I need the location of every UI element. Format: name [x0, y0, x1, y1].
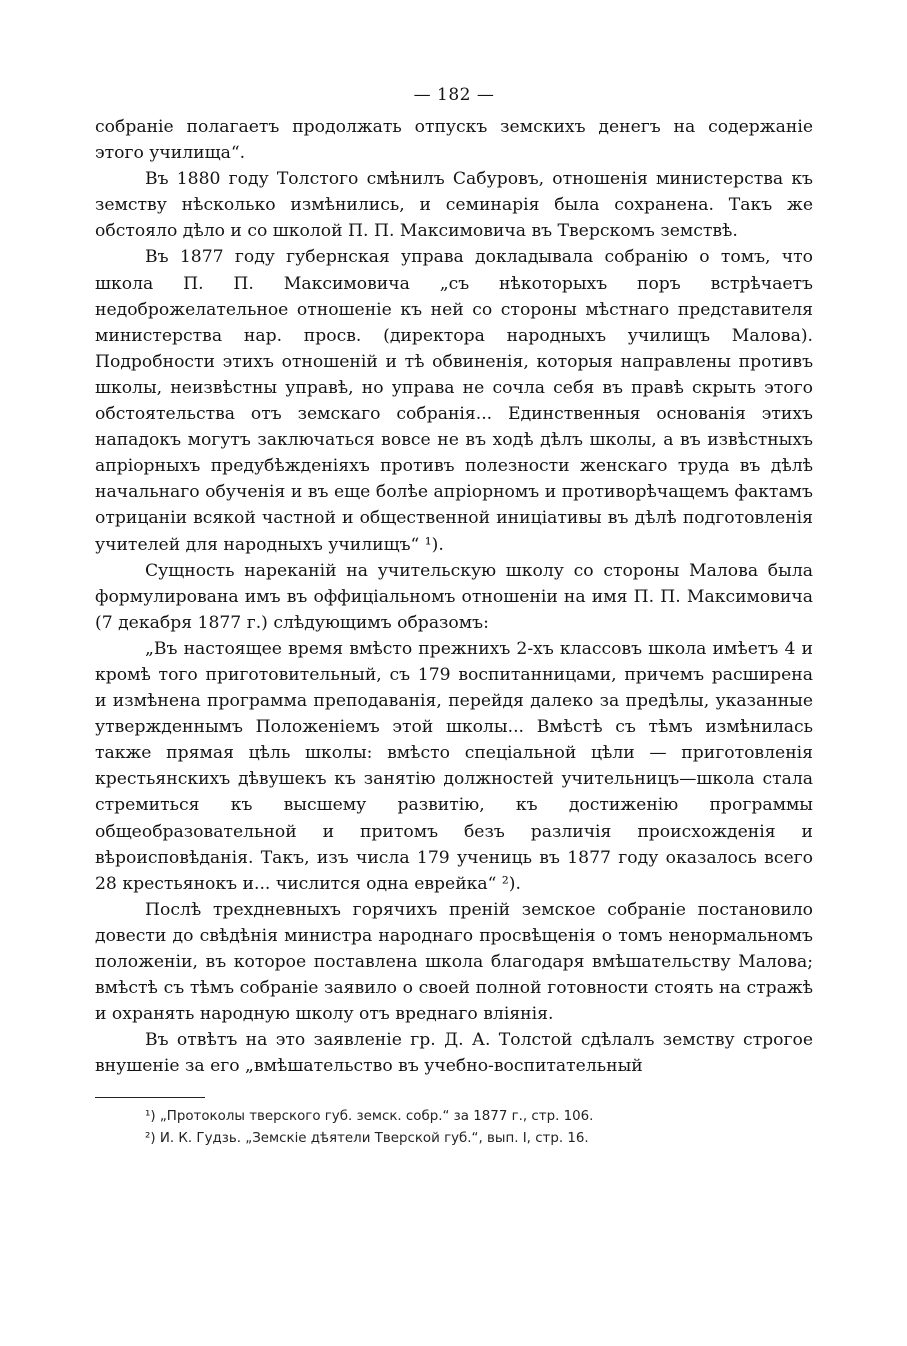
- paragraph-5-quote: „Въ настоящее время вмѣсто прежнихъ 2-хъ классовъ школа имѣетъ 4 и кромѣ того приготовительный, съ 179 воспитанницами, причемъ расширена и измѣнена программа преподаванія, перейдя далеко за предѣлы, указанные утвержденнымъ Положеніемъ этой школы... Вмѣстѣ съ тѣмъ измѣнилась также прямая цѣль школы: вмѣсто спеціальной цѣли — приготовленія крестьянскихъ дѣвушекъ къ занятію должностей учительницъ—школа стала стремиться къ высшему развитію, къ достиженію программы общеобразовательной и притомъ безъ различія происхожденія и вѣроисповѣданія. Такъ, изъ числа 179 учениць въ 1877 году оказалось всего 28 крестьянокъ и... числится одна еврейка“ ²).: [95, 638, 813, 894]
- page-number: — 182 —: [413, 85, 495, 105]
- paragraph-1: собраніе полагаетъ продолжать отпускъ земскихъ денегъ на содержаніе этого училища“.: [95, 117, 813, 164]
- paragraph-3: Въ 1877 году губернская управа докладывала собранію о томъ, что школа П. П. Максимовича „съ нѣкоторыхъ поръ встрѣчаетъ недоброжелательное отношеніе къ ней со стороны мѣстнаго представителя министерства нар. просв. (директора народныхъ училищъ Малова). Подробности этихъ отношеній и тѣ обвиненія, которыя направлены противъ школы, неизвѣстны управѣ, но управа не сочла себя въ правѣ скрыть этого обстоятельства отъ земскаго собранія... Единственныя основанія этихъ нападокъ могутъ заключаться вовсе не въ ходѣ дѣлъ школы, а въ извѣстныхъ апріорныхъ предубѣжденіяхъ противъ полезности женскаго труда въ дѣлѣ начальнаго обученія и въ еще болѣе апріорномъ и противорѣчащемъ фактамъ отрицаніи всякой частной и общественной иниціативы въ дѣлѣ подготовленія учителей для народныхъ училищъ“ ¹).: [95, 247, 813, 555]
- document-page: [95, 84, 813, 1150]
- paragraph-7: Въ отвѣтъ на это заявленіе гр. Д. А. Толстой сдѣлалъ земству строгое внушеніе за его „вмѣшательство въ учебно-воспитательный: [95, 1030, 813, 1077]
- paragraph-6: Послѣ трехдневныхъ горячихъ преній земское собраніе постановило довести до свѣдѣнія министра народнаго просвѣщенія о томъ ненормальномъ положеніи, въ которое поставлена школа благодаря вмѣшательству Малова; вмѣстѣ съ тѣмъ собраніе заявило о своей полной готовности стоять на стражѣ и охранять народную школу отъ вреднаго вліянія.: [95, 899, 813, 1025]
- footnote-divider: [95, 1097, 205, 1098]
- footnote-2: ²) И. К. Гудзь. „Земскіе дѣятели Тверской губ.“, вып. I, стр. 16.: [145, 1131, 589, 1147]
- footnote-1: ¹) „Протоколы тверского губ. земск. собр.“ за 1877 г., стр. 106.: [145, 1109, 594, 1125]
- body-text: [95, 114, 813, 1079]
- footnotes: [95, 1106, 813, 1150]
- paragraph-2: Въ 1880 году Толстого смѣнилъ Сабуровъ, отношенія министерства къ земству нѣсколько измѣнились, и семинарія была сохранена. Такъ же обстояло дѣло и со школой П. П. Максимовича въ Тверскомъ земствѣ.: [95, 169, 813, 242]
- paragraph-4: Сущность нареканій на учительскую школу со стороны Малова была формулирована имъ въ оффиціальномъ отношеніи на имя П. П. Максимовича (7 декабря 1877 г.) слѣдующимъ образомъ:: [95, 560, 813, 633]
